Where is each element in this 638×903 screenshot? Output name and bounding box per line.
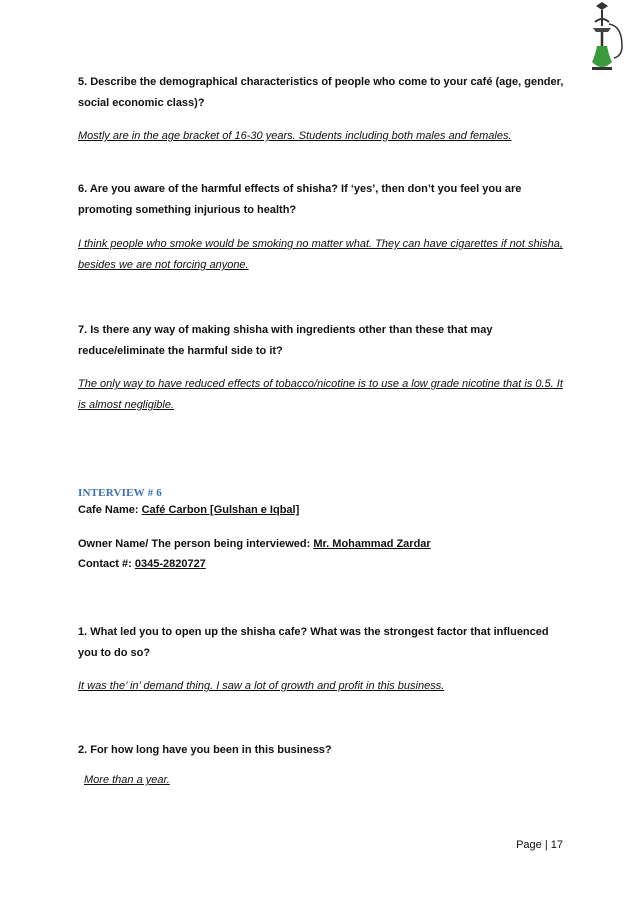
answer-6: I think people who smoke would be smoking no matter what. They can have cigarettes if not shisha, besides we are not forcing anyone. [78, 238, 563, 271]
owner-name-value: Mr. Mohammad Zardar [313, 538, 431, 550]
answer-7: The only way to have reduced effects of tobacco/nicotine is to use a low grade nicotine that is 0.5. It is almost negligible. [78, 378, 563, 411]
question-1: 1. What led you to open up the shisha cafe? What was the strongest factor that influenced you to do so? [78, 626, 549, 659]
page-number: Page | 17 [516, 839, 563, 851]
owner-name-line [78, 537, 568, 551]
contact-value: 0345-2820727 [134, 558, 206, 570]
answer-2: More than a year. [84, 774, 170, 786]
contact-line [78, 557, 568, 571]
cafe-name-label: Cafe Name: [78, 504, 142, 516]
owner-name-label: Owner Name/ The person being interviewed: [78, 538, 314, 550]
question-7: 7. Is there any way of making shisha with ingredients other than these that may reduce/eliminate the harmful side to it? [78, 324, 493, 357]
question-6: 6. Are you aware of the harmful effects of shisha? If ‘yes’, then don’t you feel you are promoting something injurious to health? [78, 183, 522, 216]
interview-heading: INTERVIEW # 6 [78, 487, 162, 499]
hookah-icon [578, 0, 628, 74]
hookah-logo [578, 0, 628, 74]
answer-1: It was the’ in’ demand thing. I saw a lot of growth and profit in this business. [78, 680, 445, 692]
question-5: 5. Describe the demographical characteristics of people who come to your café (age, gender, social economic class)? [78, 76, 564, 109]
answer-5: Mostly are in the age bracket of 16-30 years. Students including both males and females. [78, 130, 512, 142]
contact-label: Contact #: [78, 558, 135, 570]
cafe-name-line [78, 503, 568, 517]
cafe-name-value: Café Carbon [Gulshan e Iqbal] [141, 504, 300, 516]
question-2: 2. For how long have you been in this business? [78, 744, 332, 756]
